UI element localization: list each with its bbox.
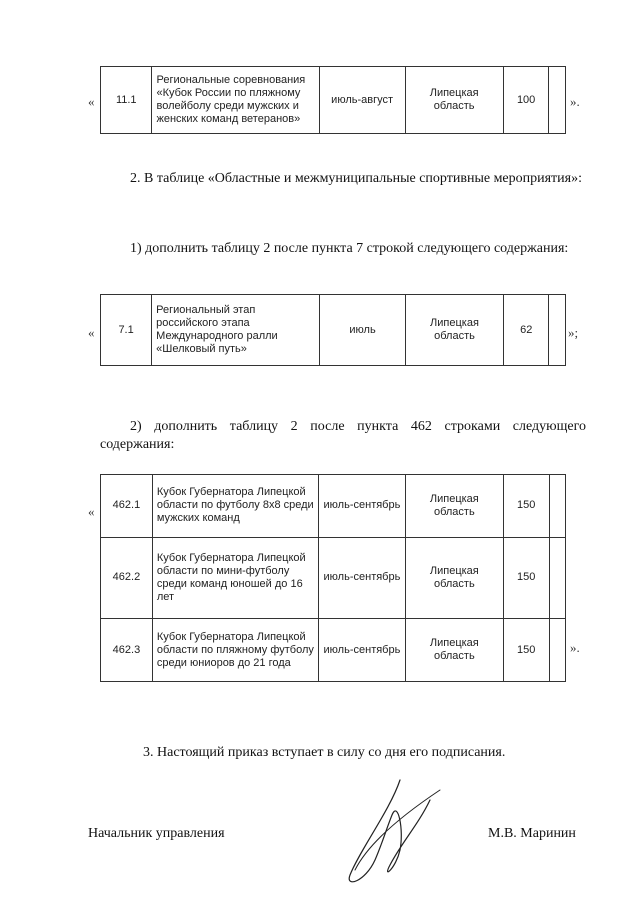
table1-place: Липецкая область bbox=[405, 67, 503, 134]
paragraph-3: 3. Настоящий приказ вступает в силу со дня его подписания. bbox=[143, 745, 506, 760]
paragraph-2-2: 2) дополнить таблицу 2 после пункта 462 строками следующего содержания: bbox=[100, 419, 586, 452]
table3-row1-name: Кубок Губернатора Липецкой области по футболу 8х8 среди мужских команд bbox=[152, 475, 318, 538]
table2-empty-cell bbox=[549, 295, 566, 366]
table-row bbox=[101, 67, 566, 134]
table3 bbox=[100, 474, 566, 682]
table3-row1-place: Липецкая область bbox=[405, 475, 503, 538]
table2-place: Липецкая область bbox=[405, 295, 503, 366]
table3-open-quote: « bbox=[88, 504, 95, 519]
table2-close-quote: »; bbox=[568, 325, 579, 340]
table2-open-quote: « bbox=[88, 325, 95, 340]
table1 bbox=[100, 66, 566, 134]
table3-row3-name: Кубок Губернатора Липецкой области по пляжному футболу среди юниоров до 21 года bbox=[152, 619, 318, 682]
table1-open-quote: « bbox=[88, 94, 95, 109]
table2-date: июль bbox=[320, 295, 406, 366]
table1-date: июль-август bbox=[319, 67, 405, 134]
table3-row3-num: 462.3 bbox=[101, 619, 153, 682]
table1-count: 100 bbox=[503, 67, 549, 134]
table-row bbox=[101, 475, 566, 538]
table1-name: Региональные соревнования «Кубок России по пляжному волейболу среди мужских и женских команд ветеранов» bbox=[152, 67, 319, 134]
table3-row2-num: 462.2 bbox=[101, 537, 153, 618]
table3-row2-name: Кубок Губернатора Липецкой области по мини-футболу среди команд юношей до 16 лет bbox=[152, 537, 318, 618]
table1-close-quote: ». bbox=[570, 94, 580, 109]
table3-row2-count: 150 bbox=[503, 537, 549, 618]
table3-row1-date: июль-сентябрь bbox=[319, 475, 406, 538]
signature-name: М.В. Маринин bbox=[488, 826, 576, 841]
table3-row3-place: Липецкая область bbox=[405, 619, 503, 682]
table-row bbox=[101, 619, 566, 682]
paragraph-2: 2. В таблице «Областные и межмуниципальные спортивные мероприятия»: bbox=[130, 171, 582, 186]
table2 bbox=[100, 294, 566, 366]
table3-row2-empty-cell bbox=[549, 537, 565, 618]
table-row bbox=[101, 295, 566, 366]
table3-row1-count: 150 bbox=[503, 475, 549, 538]
table3-row1-num: 462.1 bbox=[101, 475, 153, 538]
table3-row3-empty-cell bbox=[549, 619, 565, 682]
handwritten-signature-icon bbox=[320, 770, 470, 890]
table3-row1-empty-cell bbox=[549, 475, 565, 538]
table2-name: Региональный этап российского этапа Международного ралли «Шелковый путь» bbox=[152, 295, 320, 366]
paragraph-2-1: 1) дополнить таблицу 2 после пункта 7 строкой следующего содержания: bbox=[130, 241, 569, 256]
table3-row3-count: 150 bbox=[503, 619, 549, 682]
table3-row2-date: июль-сентябрь bbox=[319, 537, 406, 618]
table2-num: 7.1 bbox=[101, 295, 152, 366]
table2-count: 62 bbox=[504, 295, 549, 366]
table3-close-quote: ». bbox=[570, 640, 580, 655]
table1-empty-cell bbox=[549, 67, 566, 134]
table3-row3-date: июль-сентябрь bbox=[319, 619, 406, 682]
table1-num: 11.1 bbox=[101, 67, 152, 134]
table-row bbox=[101, 537, 566, 618]
table3-row2-place: Липецкая область bbox=[405, 537, 503, 618]
signature-position: Начальник управления bbox=[88, 826, 225, 841]
